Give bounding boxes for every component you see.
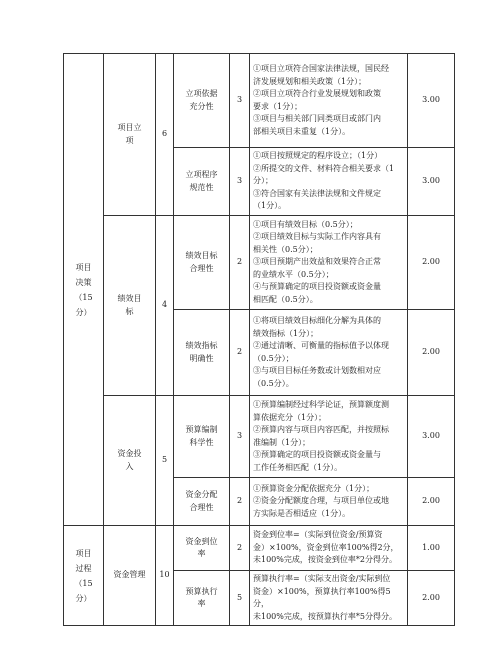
subcategory-score: 5 [156,396,174,526]
indicator-score: 3 [230,54,250,148]
indicator-cell: 绩效目标 合理性 [174,216,230,310]
criteria-cell: 预算执行率=（实际支出资金/实际到位 资金）×100%，预算执行率100%得5分， 未100%完成，按预算执行率*5分得分。 [250,571,408,626]
indicator-cell: 绩效指标 明确性 [174,310,230,396]
subcategory-cell: 资金管理 [104,526,156,626]
indicator-score: 2 [230,310,250,396]
indicator-score: 3 [230,396,250,478]
subcategory-score: 4 [156,216,174,396]
table-row [64,396,455,478]
table-row [64,526,455,571]
indicator-score: 2 [230,526,250,571]
subcategory-cell: 绩效目 标 [104,216,156,396]
criteria-cell: ①项目按照规定的程序设立；（1分） ②所提交的文件、材料符合相关要求（1 分）； ③符合国家有关法律法规和文件规定 （1分）。 [250,148,408,216]
indicator-score: 3 [230,148,250,216]
subcategory-cell: 资金投 入 [104,396,156,526]
indicator-cell: 资金分配 合理性 [174,478,230,526]
indicator-cell: 预算编制 科学性 [174,396,230,478]
subcategory-cell: 项目立 项 [104,54,156,216]
score-cell: 2.00 [408,571,455,626]
score-cell: 3.00 [408,396,455,478]
indicator-cell: 立项程序 规范性 [174,148,230,216]
table-row [64,216,455,310]
criteria-cell: ①预算编制经过科学论证，预算额度测 算依据充分（1分）； ②预算内容与项目内容匹配，并按照标 准编制（1分）； ③预算确定的项目投资额或资金量与 工作任务相匹配（1分）。 [250,396,408,478]
criteria-cell: ①项目立项符合国家法律法规，国民经 济发展规划和相关政策（1分）； ②项目立项符合行业发展规划和政策 要求（1分）； ③项目与相关部门同类项目或部门内 部相关项目未重复（1分）。 [250,54,408,148]
subcategory-score: 6 [156,54,174,216]
score-cell: 1.00 [408,526,455,571]
score-cell: 2.00 [408,310,455,396]
score-cell: 2.00 [408,478,455,526]
category-cell: 项目 过程 （15 分） [64,526,104,626]
score-cell: 2.00 [408,216,455,310]
indicator-score: 2 [230,216,250,310]
indicator-score: 2 [230,478,250,526]
indicator-score: 5 [230,571,250,626]
score-cell: 3.00 [408,148,455,216]
criteria-cell: ①项目有绩效目标（0.5分）； ②项目绩效目标与实际工作内容具有 相关性（0.5分）； ③项目预期产出效益和效果符合正常 的业绩水平（0.5分）； ④与预算确定的项目投资额或资金量 相匹配（0.5分）。 [250,216,408,310]
subcategory-score: 10 [156,526,174,626]
score-cell: 3.00 [408,54,455,148]
table-row [64,54,455,148]
evaluation-table [63,53,455,626]
criteria-cell: ①预算资金分配依据充分（1分）； ②资金分配额度合理，与项目单位或地 方实际是否相适应（1分）。 [250,478,408,526]
criteria-cell: 资金到位率=（实际到位资金/预算资 金）×100%，资金到位率100%得2分， 未100%完成，按资金到位率*2分得分。 [250,526,408,571]
indicator-cell: 预算执行 率 [174,571,230,626]
category-cell: 项目 决策 （15 分） [64,54,104,526]
criteria-cell: ①将项目绩效目标细化分解为具体的 绩效指标（1分）； ②通过清晰、可衡量的指标值予以体现 （0.5分）； ③与项目目标任务数或计划数相对应 （0.5分）。 [250,310,408,396]
indicator-cell: 立项依据 充分性 [174,54,230,148]
indicator-cell: 资金到位 率 [174,526,230,571]
